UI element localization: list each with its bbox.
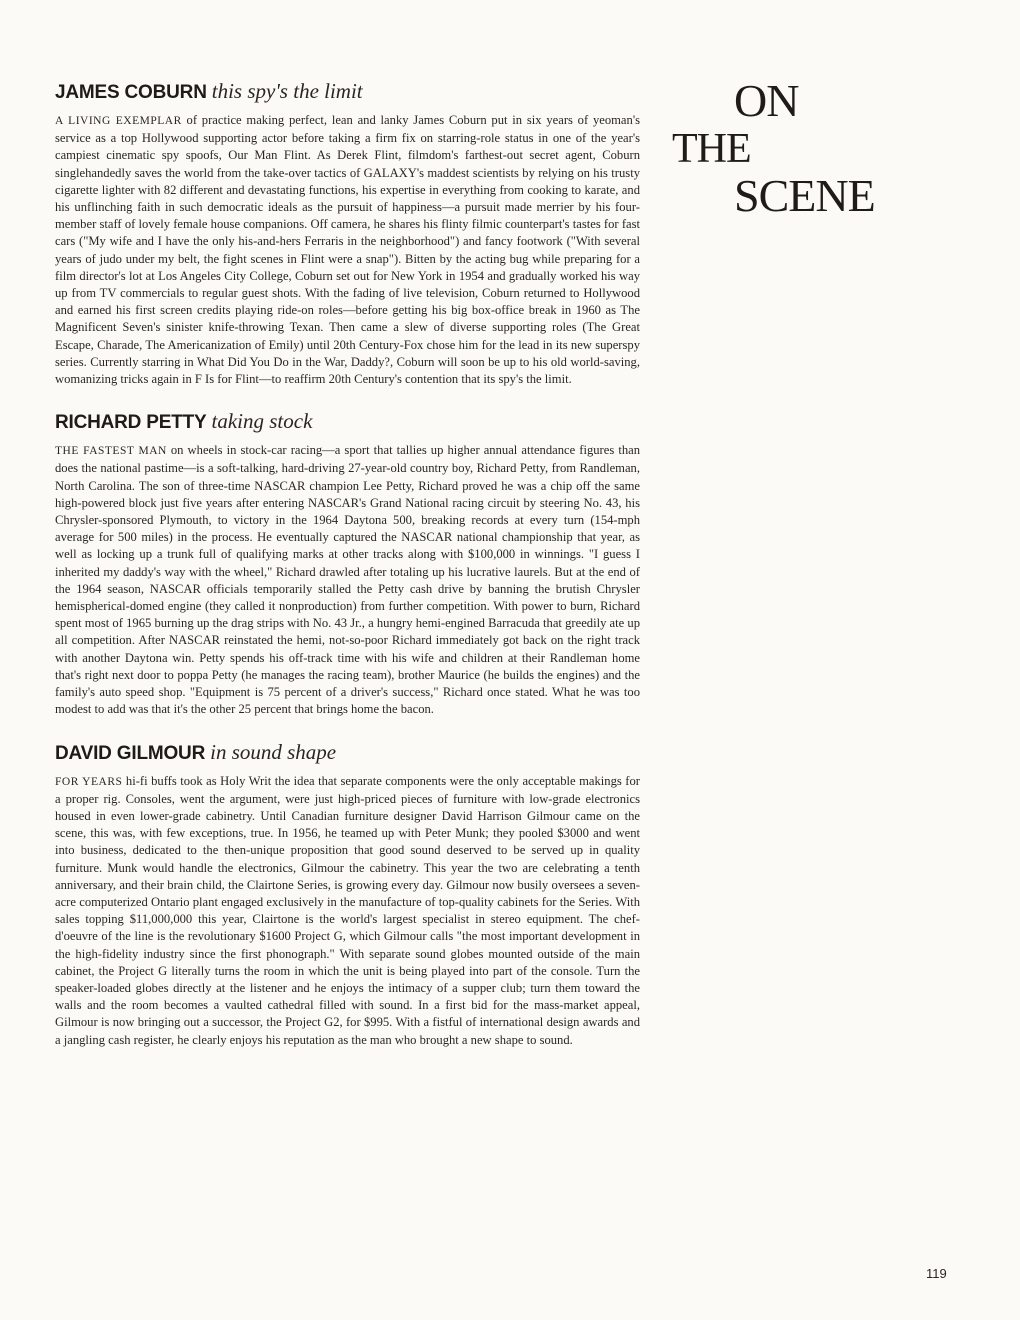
article-heading [55,408,640,436]
section-title [672,75,924,221]
article-richard-petty [55,408,640,718]
article-tagline: taking stock [211,409,313,434]
article-subject-name: RICHARD PETTY [55,412,207,434]
article-james-coburn [55,78,640,388]
article-text: of practice making perfect, lean and lanky James Coburn put in six years of yeoman's service as a top Hollywood supporting actor before taking a firm fix on starring-role status in one of the year's campiest cinematic spy spoofs, Our Man Flint. As Derek Flint, filmdom's farthest-out secret agent, Coburn singlehandedly saves the world from the take-over tactics of GALAXY's maddest scientists by relying on his trusty cigarette lighter with 82 different and devastating functions, his expertise in everything from cooking to karate, and his unflinching faith in such democratic ideals as the pursuit of happiness—a pursuit made merrier by his four-member staff of lovely female house companions. Off camera, he shares his flinty filmic counterpart's tastes for fast cars ("My wife and I have the only his-and-hers Ferraris in the neighborhood") and fancy footwork ("With several years of judo under my belt, the fight scenes in Flint were a snap"). Bitten by the acting bug while preparing for a film director's lot at Los Angeles City College, Coburn set out for New York in 1954 and gradually worked his way up from TV commercials to regular guest shots. With the fading of live television, Coburn returned to Hollywood and earned his first screen credits playing ride-on roles—before getting his big box-office break in 1960 as The Magnificent Seven's sinister knife-throwing Texan. Then came a slew of diverse supporting roles (The Great Escape, Charade, The Americanization of Emily) until 20th Century-Fox chose him for the lead in its new superspy series. Currently starring in What Did You Do in the War, Daddy?, Coburn will soon be up to his old world-saving, womanizing tricks again in F Is for Flint—to reaffirm 20th Century's contention that its spy's the limit. [55,113,640,387]
article-lead-in: FOR YEARS [55,775,123,788]
article-heading [55,739,640,767]
article-column [55,78,640,1049]
page-number: 119 [926,1266,947,1281]
section-title-word: ON [734,75,799,126]
section-title-word: THE [672,126,751,172]
article-text: on wheels in stock-car racing—a sport that tallies up higher annual attendance figures than does the national pastime—is a soft-talking, hard-driving 27-year-old country boy, Richard Petty, from Randleman, North Carolina. The son of three-time NASCAR champion Lee Petty, Richard proved he was a chip off the same high-powered block just five years after entering NASCAR's Grand National racing circuit by steering No. 43, his Chrysler-sponsored Plymouth, to victory in the 1964 Daytona 500, breaking records at every turn (154-mph average for 500 miles) in the process. He eventually captured the NASCAR national championship that year, as well as locking up a trunk full of qualifying marks at other tracks along with $100,000 in winnings. "I guess I inherited my daddy's way with the wheel," Richard drawled after totaling up his lucrative laurels. But at the end of the 1964 season, NASCAR officials temporarily stalled the Petty cash drive by banning the brutish Chrysler hemispherical-domed engine (they called it nonproduction) from further competition. With power to burn, Richard spent most of 1965 burning up the drag strips with No. 43 Jr., a hungry hemi-engined Barracuda that greedily ate up all competition. After NASCAR reinstated the hemi, not-so-poor Richard immediately got back on the right track with another Daytona win. Petty spends his off-track time with his wife and children at their Randleman home that's right next door to poppa Petty (he manages the racing team), brother Maurice (he builds the engines) and the family's auto speed shop. "Equipment is 75 percent of a driver's success," Richard once stated. What he was too modest to add was that it's the other 25 percent that brings home the bacon. [55,443,641,717]
article-david-gilmour [55,739,640,1049]
section-title-word: SCENE [734,170,875,221]
article-subject-name: JAMES COBURN [55,82,207,103]
article-tagline: this spy's the limit [211,79,363,103]
article-lead-in: THE FASTEST MAN [55,445,167,458]
article-lead-in: A LIVING EXEMPLAR [55,115,182,127]
article-subject-name: DAVID GILMOUR [55,742,206,764]
article-body [55,442,640,718]
article-body [55,112,640,388]
article-tagline: in sound shape [210,739,337,764]
article-heading [55,78,640,106]
article-body [55,773,640,1049]
article-text: hi-fi buffs took as Holy Writ the idea that separate components were the only acceptable makings for a proper rig. Consoles, went the argument, were just high-priced pieces of furniture with low-grade electronics housed in even lower-grade cabinetry. Until Canadian furniture designer David Harrison Gilmour came on the scene, this was, with few exceptions, true. In 1956, he teamed up with Peter Munk; they pooled $3000 and went into business, dedicated to the then-unique proposition that good sound deserved to be served up in quality furniture. Munk would handle the electronics, Gilmour the cabinetry. This year the two are celebrating a tenth anniversary, and their brain child, the Clairtone Series, is growing every day. Gilmour now busily oversees a seven-acre computerized Ontario plant engaged exclusively in the manufacture of top-quality cabinets for the Series. With sales topping $11,000,000 this year, Clairtone is the world's largest specialist in stereo equipment. The chef-d'oeuvre of the line is the revolutionary $1600 Project G, which Gilmour calls "the most important development in the high-fidelity industry since the first phonograph." With separate sound globes mounted outside of the main cabinet, the Project G literally turns the room in which the unit is being played into part of the console. Turn the speaker-loaded globes directly at the listener and he enjoys the intimacy of a supper club; turn them toward the walls and the room becomes a vaulted cathedral filled with sound. In a first bid for the mass-market appeal, Gilmour is now bringing out a successor, the Project G2, for $995. With a fistful of international design awards and a jangling cash register, he clearly enjoys his reputation as the man who brought a new shape to sound. [55,773,640,1047]
